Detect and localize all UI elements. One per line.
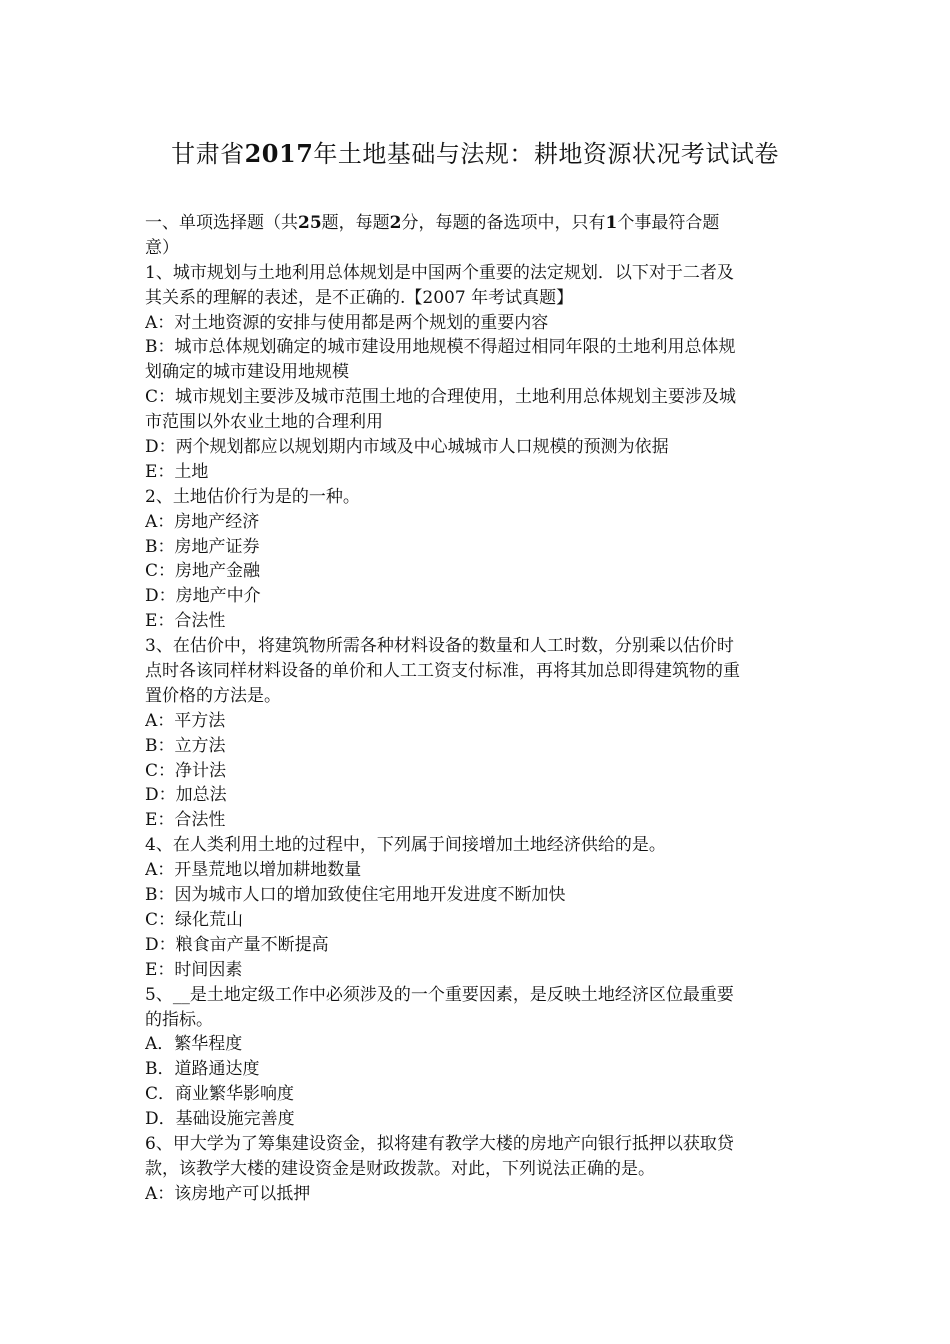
question-line: 6、甲大学为了筹集建设资金，拟将建有教学大楼的房地产向银行抵押以获取贷 — [145, 1133, 734, 1154]
option-line: A：开垦荒地以增加耕地数量 — [145, 860, 362, 881]
option-line: C：绿化荒山 — [145, 909, 244, 930]
option-line: C：净计法 — [145, 760, 227, 781]
title-suffix: 年土地基础与法规：耕地资源状况考试试卷 — [313, 140, 779, 168]
option-line: E：时间因素 — [145, 959, 243, 980]
section-header-text: 分，每题的备选项中，只有 — [401, 213, 606, 233]
option-line: D：加总法 — [145, 785, 227, 806]
option-line: A：对土地资源的安排与使用都是两个规划的重要内容 — [145, 312, 549, 333]
option-line: A：平方法 — [145, 710, 226, 731]
option-line: D：房地产中介 — [145, 586, 261, 607]
option-line: B：城市总体规划确定的城市建设用地规模不得超过相同年限的土地利用总体规 — [145, 337, 736, 358]
question-line: 款，该教学大楼的建设资金是财政拨款。对此，下列说法正确的是。 — [145, 1158, 655, 1179]
option-line: 市范围以外农业土地的合理利用 — [145, 412, 383, 433]
option-line: B：因为城市人口的增加致使住宅用地开发进度不断加快 — [145, 885, 566, 906]
option-line: B：房地产证券 — [145, 536, 260, 557]
question-line: 其关系的理解的表述，是不正确的.【2007 年考试真题】 — [145, 287, 574, 308]
option-line: B：立方法 — [145, 735, 226, 756]
section-header-text: 题，每题 — [321, 213, 390, 233]
option-line: A：房地产经济 — [145, 511, 260, 532]
question-line: 4、在人类利用土地的过程中，下列属于间接增加土地经济供给的是。 — [145, 835, 666, 856]
option-line: A．繁华程度 — [145, 1034, 243, 1055]
document-body — [145, 211, 810, 1207]
option-line: C：城市规划主要涉及城市范围土地的合理使用，土地利用总体规划主要涉及城 — [145, 387, 737, 408]
option-line: A：该房地产可以抵押 — [145, 1183, 311, 1204]
option-line: D．基础设施完善度 — [145, 1109, 295, 1130]
option-line: C．商业繁华影响度 — [145, 1084, 295, 1105]
question-line: 3、在估价中，将建筑物所需各种材料设备的数量和人工时数，分别乘以估价时 — [145, 636, 734, 657]
question-line: 的指标。 — [145, 1009, 213, 1030]
section-header — [145, 211, 810, 236]
question-line: 2、土地估价行为是的一种。 — [145, 486, 360, 507]
title-prefix: 甘肃省 — [171, 140, 245, 168]
section-header-continued: 意） — [145, 237, 179, 258]
option-line: E：合法性 — [145, 810, 226, 831]
document-title — [0, 138, 950, 170]
section-header-text: 个事最符合题 — [617, 213, 720, 233]
option-line: E：土地 — [145, 461, 209, 482]
title-year: 2017 — [244, 139, 314, 168]
option-line: D：两个规划都应以规划期内市域及中心城城市人口规模的预测为依据 — [145, 437, 669, 458]
section-header-text: 一、单项选择题（共 — [145, 213, 298, 233]
option-line: E：合法性 — [145, 611, 226, 632]
option-line: B．道路通达度 — [145, 1059, 260, 1080]
question-line: 点时各该同样材料设备的单价和人工工资支付标准，再将其加总即得建筑物的重 — [145, 661, 740, 682]
question-line: 5、__是土地定级工作中必须涉及的一个重要因素，是反映土地经济区位最重要 — [145, 984, 734, 1005]
option-line: C：房地产金融 — [145, 561, 261, 582]
question-count: 25 — [298, 213, 322, 233]
question-line: 置价格的方法是。 — [145, 685, 281, 706]
option-line: 划确定的城市建设用地规模 — [145, 362, 349, 383]
question-line: 1、城市规划与土地利用总体规划是中国两个重要的法定规划．以下对于二者及 — [145, 262, 734, 283]
option-line: D：粮食亩产量不断提高 — [145, 934, 329, 955]
points-per-question: 2 — [389, 213, 402, 233]
correct-count: 1 — [605, 213, 618, 233]
